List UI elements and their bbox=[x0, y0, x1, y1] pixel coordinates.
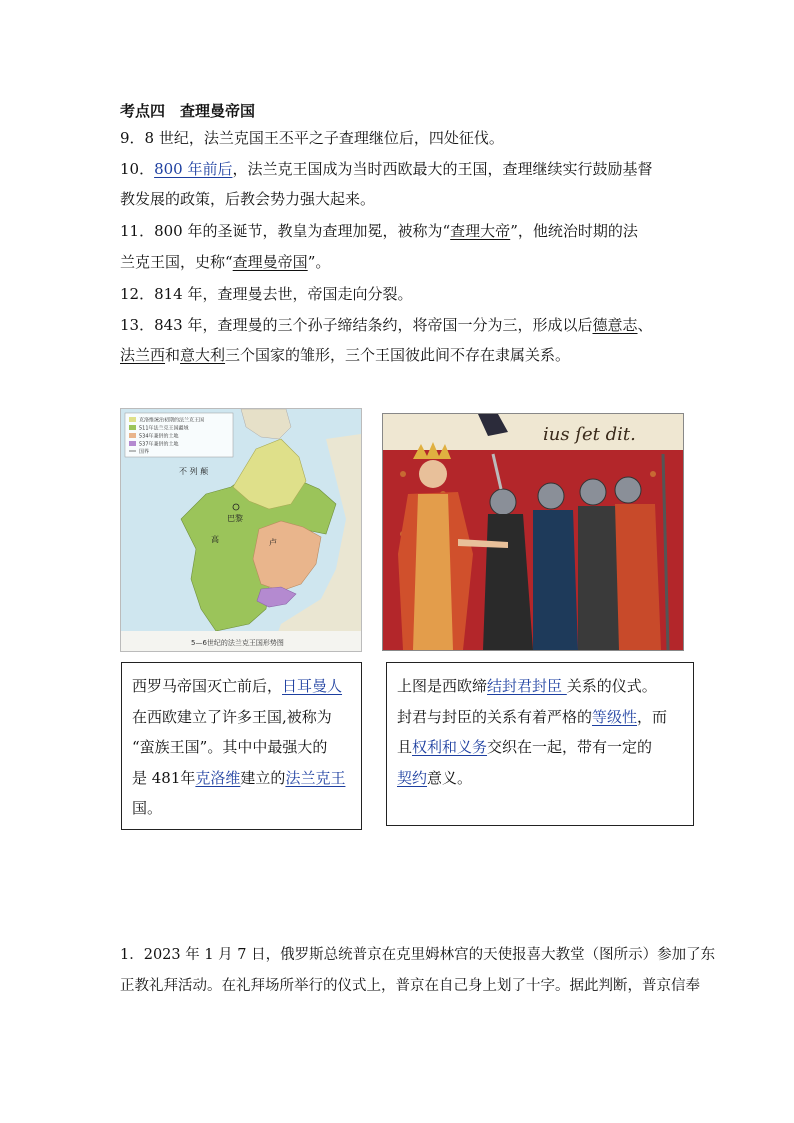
left-text-box: 西罗马帝国灭亡前后，日耳曼人 在西欧建立了许多王国,被称为 “蛮族王国”。其中中最强大的 是 481年克洛维建立的法兰克王 国。 bbox=[121, 662, 362, 830]
link-frankish-kingdom[interactable]: 法兰克王 bbox=[285, 768, 346, 787]
map-caption: 5—6世纪的法兰克王国形势图 bbox=[191, 639, 284, 647]
legend-item-5: 国界 bbox=[139, 449, 150, 455]
item-12: 12．814 年，查理曼去世，帝国走向分裂。 bbox=[120, 285, 413, 303]
item-13: 13．843 年，查理曼的三个孙子缔结条约，将帝国一分为三，形成以后德意志、 bbox=[120, 316, 653, 334]
item-10: 10．800 年前后，法兰克王国成为当时西欧最大的王国，查理继续实行鼓励基督 bbox=[120, 160, 653, 178]
map-label-gaul-1: 高 bbox=[211, 535, 219, 544]
link-hierarchy[interactable]: 等级性 bbox=[592, 707, 638, 726]
map-label-britain: 不 列 颠 bbox=[179, 467, 209, 476]
legend-item-1: 克洛维统治初期的法兰克王国 bbox=[139, 417, 205, 424]
section-title: 考点四 查理曼帝国 bbox=[120, 102, 256, 120]
link-germanic-people[interactable]: 日耳曼人 bbox=[282, 677, 343, 695]
item-13-cont: 法兰西和意大利三个国家的雏形，三个王国彼此间不存在隶属关系。 bbox=[120, 346, 571, 364]
map-label-gaul-2: 卢 bbox=[269, 538, 277, 547]
link-clovis[interactable]: 克洛维 bbox=[195, 768, 241, 787]
link-800[interactable]: 800 年前后 bbox=[154, 160, 233, 178]
link-france[interactable]: 法兰西 bbox=[120, 346, 166, 364]
item-9: 9．8 世纪，法兰克国王丕平之子查理继位后，四处征伐。 bbox=[120, 129, 504, 147]
link-contract[interactable]: 契约 bbox=[397, 768, 428, 787]
link-carolingian-empire[interactable]: 查理曼帝国 bbox=[232, 253, 308, 271]
vassal-ceremony-painting bbox=[382, 413, 684, 651]
question-line-2: 正教礼拜活动。在礼拜场所举行的仪式上，普京在自己身上划了十字。据此判断，普京信奉 bbox=[120, 978, 700, 994]
painting-script: ius ſet dit. bbox=[543, 424, 636, 445]
map-label-paris: 巴黎 bbox=[227, 514, 243, 523]
right-text-box: 上图是西欧缔结封君封臣 关系的仪式。 封君与封臣的关系有着严格的等级性，而 且权利和义务交织在一起，带有一定的 契约意义。 bbox=[386, 662, 694, 826]
item-10-cont: 教发展的政策，后教会势力强大起来。 bbox=[120, 190, 376, 208]
legend-item-2: 511年法兰克王国疆域 bbox=[139, 425, 189, 432]
frankish-kingdom-map bbox=[120, 408, 362, 652]
question-line-1: 1．2023 年 1 月 7 日，俄罗斯总统普京在克里姆林宫的天使报喜大教堂（图所示）参加了东 bbox=[120, 947, 716, 963]
link-rights-duties[interactable]: 权利和义务 bbox=[412, 738, 488, 756]
link-italy[interactable]: 意大利 bbox=[180, 346, 226, 364]
legend-item-3: 534年兼併的土地 bbox=[139, 433, 179, 440]
legend-item-4: 537年兼併的土地 bbox=[139, 441, 179, 448]
item-11: 11．800 年的圣诞节，教皇为查理加冕，被称为“查理大帝”，他统治时期的法 bbox=[120, 222, 638, 240]
item-11-cont: 兰克王国，史称“查理曼帝国”。 bbox=[120, 253, 331, 271]
link-lord-vassal[interactable]: 结封君封臣 bbox=[487, 677, 567, 695]
link-charlemagne[interactable]: 查理大帝 bbox=[450, 222, 511, 240]
link-germany[interactable]: 德意志 bbox=[592, 316, 638, 334]
